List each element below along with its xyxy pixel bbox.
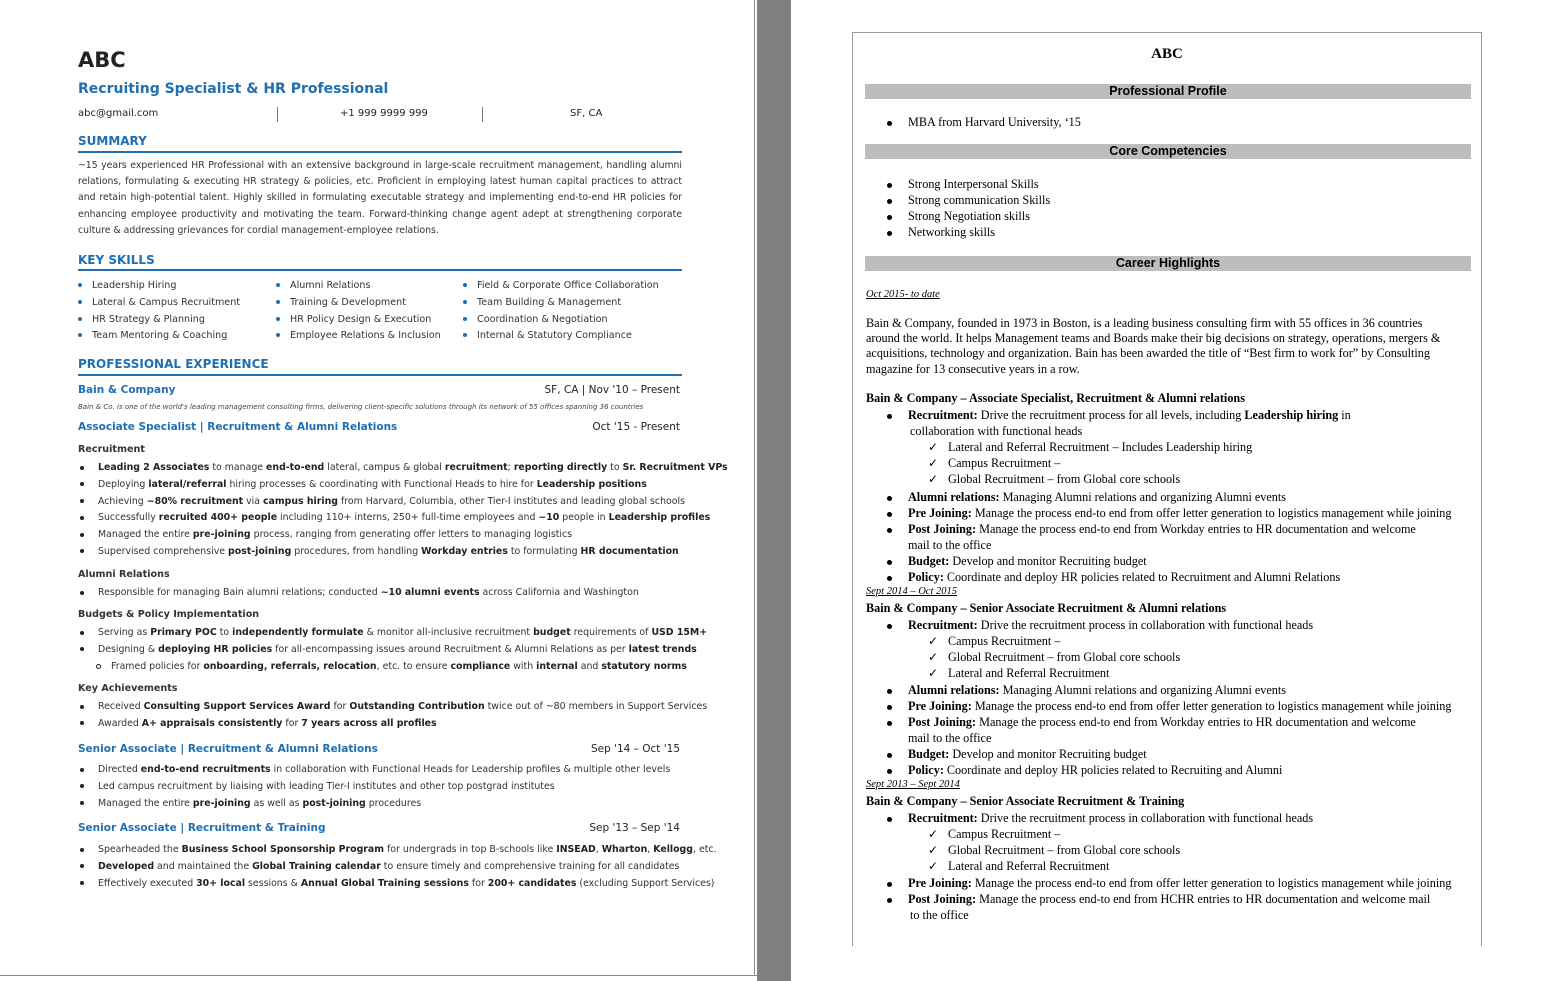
role-title: Associate Specialist | Recruitment & Alumni Relations (78, 421, 398, 433)
career-bullet: Pre Joining: Manage the process end-to end from offer letter generation to logistics management while joining (887, 875, 1451, 891)
role-dates: Sep '14 – Oct '15 (590, 743, 680, 755)
check-item: ✓ Campus Recruitment – (928, 634, 1061, 648)
bullet-icon (80, 881, 84, 885)
company-meta: SF, CA | Nov '10 – Present (544, 384, 680, 396)
check-item: ✓ Campus Recruitment – (928, 456, 1061, 470)
date-range: Oct 2015- to date (866, 289, 940, 300)
bullet-item: Spearheaded the Business School Sponsorship Program for undergrads in top B-schools like INSEAD, Wharton, Kellogg, etc. (78, 842, 717, 859)
bullet-icon (463, 283, 467, 287)
recruitment-bullets (78, 460, 728, 561)
skill-item: Alumni Relations (276, 278, 441, 295)
career-bullet: Post Joining: Manage the process end-to end from Workday entries to HR documentation and welcome (887, 521, 1416, 537)
check-item: ✓ Lateral and Referral Recruitment – Includes Leadership hiring (928, 440, 1253, 454)
bullet-item: Designing & deploying HR policies for all-encompassing issues around Recruitment & Alumni Relations as per latest trends (78, 642, 707, 659)
skill-item: Lateral & Campus Recruitment (78, 295, 240, 312)
competency-item: Strong Interpersonal Skills (887, 176, 1039, 192)
skill-item: Coordination & Negotiation (463, 312, 659, 329)
skill-item: HR Strategy & Planning (78, 312, 240, 329)
subheading-alumni: Alumni Relations (78, 569, 170, 580)
competency-item: Strong Negotiation skills (887, 208, 1030, 224)
bullet-icon (96, 664, 101, 669)
subheading-budgets: Budgets & Policy Implementation (78, 609, 260, 620)
competency-item: Strong communication Skills (887, 192, 1050, 208)
skill-item: Leadership Hiring (78, 278, 240, 295)
profile-heading: Professional Profile (865, 84, 1471, 99)
role3-bullets (78, 842, 717, 892)
check-item: ✓ Global Recruitment – from Global core schools (928, 843, 1181, 857)
date-range: Sept 2014 – Oct 2015 (866, 586, 957, 597)
bullet-item: Deploying lateral/referral hiring processes & coordinating with Functional Heads to hire for Leadership positions (78, 477, 728, 494)
skill-item: Field & Corporate Office Collaboration (463, 278, 659, 295)
check-item: ✓ Global Recruitment – from Global core schools (928, 472, 1181, 486)
experience-heading: PROFESSIONAL EXPERIENCE (78, 357, 269, 371)
bullet-icon (463, 333, 467, 337)
career-bullet-continued: to the office (910, 908, 969, 922)
role-heading: Bain & Company – Senior Associate Recruitment & Training (866, 794, 1185, 808)
career-bullet: Post Joining: Manage the process end-to end from HCHR entries to HR documentation and welcome mail (887, 891, 1430, 907)
page-divider (757, 0, 791, 981)
resume-page-left (0, 0, 757, 981)
career-bullet-continued: mail to the office (908, 731, 992, 745)
bullet-icon (80, 848, 84, 852)
bullet-icon (80, 784, 84, 788)
career-bullet: Policy: Coordinate and deploy HR policies related to Recruiting and Alumni (887, 762, 1282, 778)
check-item: ✓ Campus Recruitment – (928, 827, 1061, 841)
bullet-item: Successfully recruited 400+ people including 110+ interns, 250+ full-time employees and ~10 people in Leadership profiles (78, 510, 728, 527)
bullet-item: Managed the entire pre-joining process, ranging from generating offer letters to managing logistics (78, 527, 728, 544)
bullet-icon (80, 705, 84, 709)
page-edge (754, 0, 755, 976)
bullet-icon (80, 631, 84, 635)
bullet-item: Leading 2 Associates to manage end-to-end lateral, campus & global recruitment; reporting directly to Sr. Recruitment VPs (78, 460, 728, 477)
right-candidate-name: ABC (1151, 46, 1183, 62)
bullet-item: Led campus recruitment by liaising with leading Tier-I institutes and other top postgrad institutes (78, 779, 670, 796)
skills-column (463, 278, 659, 345)
skills-column (276, 278, 441, 345)
check-item: ✓ Global Recruitment – from Global core schools (928, 650, 1181, 664)
bullet-item: Managed the entire pre-joining as well as post-joining procedures (78, 796, 670, 813)
budget-bullets (78, 625, 707, 675)
subheading-achievements: Key Achievements (78, 683, 178, 694)
career-bullet: Recruitment: Drive the recruitment process for all levels, including Leadership hiring in (887, 407, 1351, 423)
skill-item: Internal & Statutory Compliance (463, 328, 659, 345)
role-title: Senior Associate | Recruitment & Alumni Relations (78, 743, 378, 755)
bullet-icon (276, 333, 280, 337)
career-bullet-continued: mail to the office (908, 538, 992, 552)
role-heading: Bain & Company – Senior Associate Recruitment & Alumni relations (866, 601, 1227, 615)
summary-heading: SUMMARY (78, 134, 147, 148)
skills-column (78, 278, 240, 345)
bullet-icon (463, 317, 467, 321)
career-bullet: Pre Joining: Manage the process end-to end from offer letter generation to logistics management while joining (887, 698, 1451, 714)
bullet-item: Received Consulting Support Services Award for Outstanding Contribution twice out of ~80 members in Support Services (78, 699, 707, 716)
role-title: Senior Associate | Recruitment & Training (78, 822, 326, 834)
contact-location: SF, CA (570, 108, 603, 119)
career-heading: Career Highlights (865, 256, 1471, 271)
bullet-item: Serving as Primary POC to independently formulate & monitor all-inclusive recruitment budget requirements of USD 15M+ (78, 625, 707, 642)
bullet-icon (78, 300, 82, 304)
bullet-icon (78, 283, 82, 287)
sub-bullet-item: Framed policies for onboarding, referrals, relocation, etc. to ensure compliance with internal and statutory norms (78, 659, 707, 676)
check-item: ✓ Lateral and Referral Recruitment (928, 666, 1110, 680)
bullet-icon (276, 317, 280, 321)
bullet-icon (78, 333, 82, 337)
career-bullet: Post Joining: Manage the process end-to end from Workday entries to HR documentation and welcome (887, 714, 1416, 730)
bullet-icon (78, 317, 82, 321)
role2-bullets (78, 762, 670, 812)
role-heading: Bain & Company – Associate Specialist, Recruitment & Alumni relations (866, 391, 1245, 405)
skill-item: Team Mentoring & Coaching (78, 328, 240, 345)
skill-item: Training & Development (276, 295, 441, 312)
alumni-bullets (78, 585, 639, 602)
company-row (78, 384, 680, 396)
bullet-item: Responsible for managing Bain alumni relations; conducted ~10 alumni events across California and Washington (78, 585, 639, 602)
bullet-item: Developed and maintained the Global Training calendar to ensure timely and comprehensive training for all candidates (78, 859, 717, 876)
bullet-icon (80, 768, 84, 772)
company-name: Bain & Company (78, 384, 176, 396)
check-item: ✓ Lateral and Referral Recruitment (928, 859, 1110, 873)
career-bullet: Pre Joining: Manage the process end-to end from offer letter generation to logistics management while joining (887, 505, 1451, 521)
contact-separator (277, 107, 278, 122)
role-row (78, 421, 680, 433)
competency-item: Networking skills (887, 224, 995, 240)
bullet-item: Achieving ~80% recruitment via campus hiring from Harvard, Columbia, other Tier-I institutes and leading global schools (78, 494, 728, 511)
subheading-recruitment: Recruitment (78, 444, 145, 455)
profile-item: MBA from Harvard University, ‘15 (887, 114, 1081, 130)
bullet-icon (80, 499, 84, 503)
bullet-item: Directed end-to-end recruitments in collaboration with Functional Heads for Leadership profiles & multiple other levels (78, 762, 670, 779)
company-intro: Bain & Company, founded in 1973 in Boston, is a leading business consulting firm with 55 offices in 36 countries around the world. It helps Management teams and Boards make their big decisions on strategy, operations, mergers & acquisitions, technology and organization. Bain has been awarded the title of “Best firm to work for” by Consulting magazine for 13 consecutive years in a row. (866, 316, 1441, 376)
bullet-icon (276, 300, 280, 304)
career-bullet-continued: collaboration with functional heads (910, 424, 1083, 438)
skills-heading: KEY SKILLS (78, 253, 155, 267)
contact-email: abc@gmail.com (78, 108, 159, 119)
section-rule (78, 374, 682, 376)
bullet-icon (80, 516, 84, 520)
bullet-icon (80, 482, 84, 486)
section-rule (78, 151, 682, 153)
career-bullet: Budget: Develop and monitor Recruiting budget (887, 746, 1147, 762)
summary-text: ~15 years experienced HR Professional with an extensive background in large-scale recruitment management, handling alumni relations, formulating & executing HR strategy & policies, etc. Proficient in employing latest human capital practices to attract and retain high-potential talent. Highly skilled in formulating executable strategy and implementing end-to-end HR policies for enhancing employee productivity and motivating the team. Forward-thinking change agent adept at strengthening corporate culture & addressing grievances for cordial management-employee relations. (78, 160, 682, 236)
career-bullet: Alumni relations: Managing Alumni relations and organizing Alumni events (887, 489, 1286, 505)
skill-item: Employee Relations & Inclusion (276, 328, 441, 345)
career-bullet: Recruitment: Drive the recruitment process in collaboration with functional heads (887, 617, 1313, 633)
career-bullet: Budget: Develop and monitor Recruiting budget (887, 553, 1147, 569)
company-description: Bain & Co. is one of the world's leading management consulting firms, delivering client-specific solutions through its network of 55 offices spanning 36 countries (78, 403, 644, 411)
bullet-item: Effectively executed 30+ local sessions & Annual Global Training sessions for 200+ candidates (excluding Support Services) (78, 876, 717, 893)
candidate-name: ABC (78, 48, 126, 72)
achievement-bullets (78, 699, 707, 733)
career-bullet: Recruitment: Drive the recruitment process in collaboration with functional heads (887, 810, 1313, 826)
date-range: Sept 2013 – Sept 2014 (866, 779, 960, 790)
bullet-item: Supervised comprehensive post-joining procedures, from handling Workday entries to formulating HR documentation (78, 544, 728, 561)
candidate-title: Recruiting Specialist & HR Professional (78, 81, 389, 97)
career-bullet: Alumni relations: Managing Alumni relations and organizing Alumni events (887, 682, 1286, 698)
contact-separator (482, 107, 483, 122)
bullet-icon (80, 466, 84, 470)
role-dates: Oct '15 - Present (592, 421, 680, 433)
role-row (78, 743, 680, 755)
career-bullet: Policy: Coordinate and deploy HR policies related to Recruitment and Alumni Relations (887, 569, 1340, 585)
bullet-icon (80, 549, 84, 553)
bullet-icon (80, 647, 84, 651)
bullet-item: Awarded A+ appraisals consistently for 7 years across all profiles (78, 716, 707, 733)
page-edge (0, 975, 757, 976)
bullet-icon (80, 801, 84, 805)
competencies-heading: Core Competencies (865, 144, 1471, 159)
bullet-icon (80, 864, 84, 868)
bullet-icon (80, 591, 84, 595)
bullet-icon (276, 283, 280, 287)
skill-item: Team Building & Management (463, 295, 659, 312)
bullet-icon (80, 533, 84, 537)
skill-item: HR Policy Design & Execution (276, 312, 441, 329)
section-rule (78, 269, 682, 271)
bullet-icon (463, 300, 467, 304)
contact-phone: +1 999 9999 999 (340, 108, 428, 119)
bullet-icon (80, 721, 84, 725)
role-row (78, 822, 680, 834)
role-dates: Sep '13 – Sep '14 (589, 822, 680, 834)
